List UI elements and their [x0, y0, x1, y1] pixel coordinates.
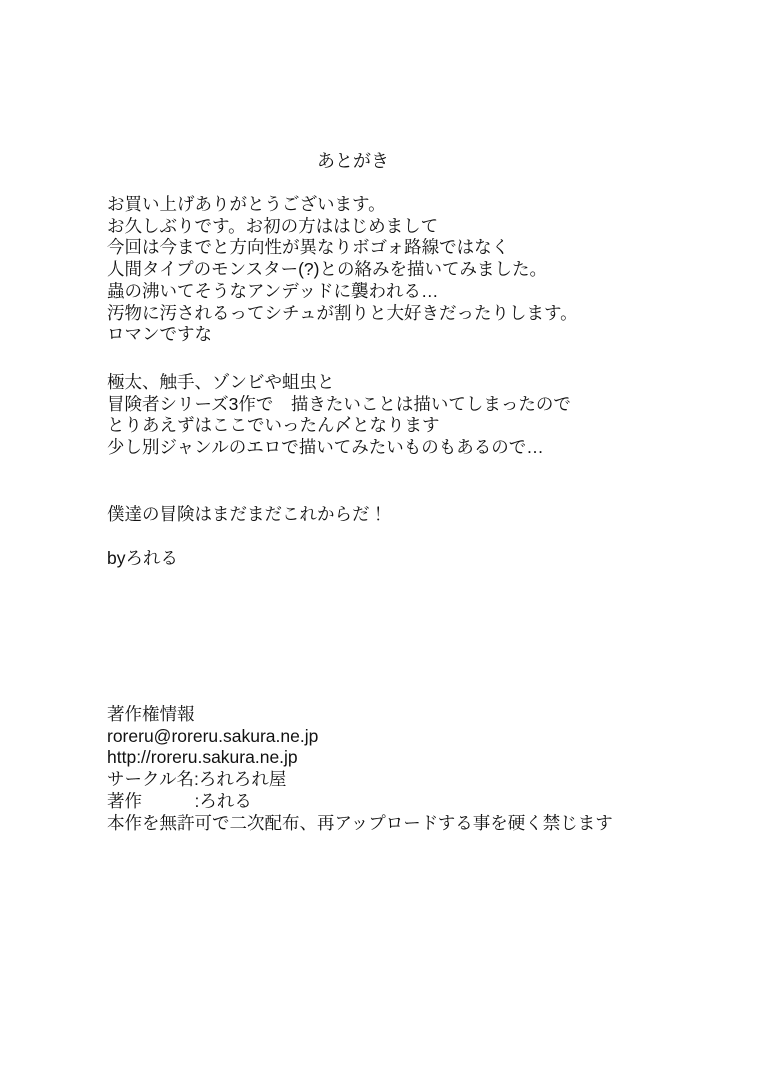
url-text: http://roreru.sakura.ne.jp [107, 747, 298, 768]
text-line: 極太、触手、ゾンビや蛆虫と [107, 372, 335, 392]
text-line: 僕達の冒険はまだまだこれからだ！ [107, 504, 387, 524]
text-line: ロマンですな [107, 324, 212, 345]
text-line: お久しぶりです。お初の方ははじめまして [107, 215, 439, 236]
text-line: 冒険者シリーズ3作で 描きたいことは描いてしまったので [107, 393, 571, 414]
email-text: roreru@roreru.sakura.ne.jp [107, 725, 319, 746]
copyright-block [107, 704, 613, 834]
signature-line [107, 548, 178, 570]
copyright-heading: 著作権情報 [107, 704, 195, 724]
circle-name-line: サークル名:ろれろれ屋 [107, 769, 287, 790]
text-line: お買い上げありがとうございます。 [107, 194, 386, 214]
closing-line [107, 504, 387, 526]
text-line: とりあえずはここでいったん〆となります [107, 415, 440, 436]
text-line: byろれる [107, 548, 178, 568]
text-line: 蟲の沸いてそうなアンデッドに襲われる… [107, 280, 439, 301]
paragraph-intro [107, 194, 578, 346]
text-line: 今回は今までと方向性が異なりボゴォ路線ではなく [107, 237, 510, 258]
text-line: 汚物に汚されるってシチュが割りと大好きだったりします。 [107, 302, 578, 323]
text-line: 人間タイプのモンスター(?)との絡みを描いてみました。 [107, 259, 547, 280]
author-name-line: 著作 :ろれる [107, 790, 252, 811]
redistribution-notice: 本作を無許可で二次配布、再アップロードする事を硬く禁じます [107, 812, 613, 833]
text-line: 少し別ジャンルのエロで描いてみたいものもあるので… [107, 437, 544, 458]
page-title: あとがき [317, 151, 389, 171]
paragraph-series-note [107, 372, 571, 459]
